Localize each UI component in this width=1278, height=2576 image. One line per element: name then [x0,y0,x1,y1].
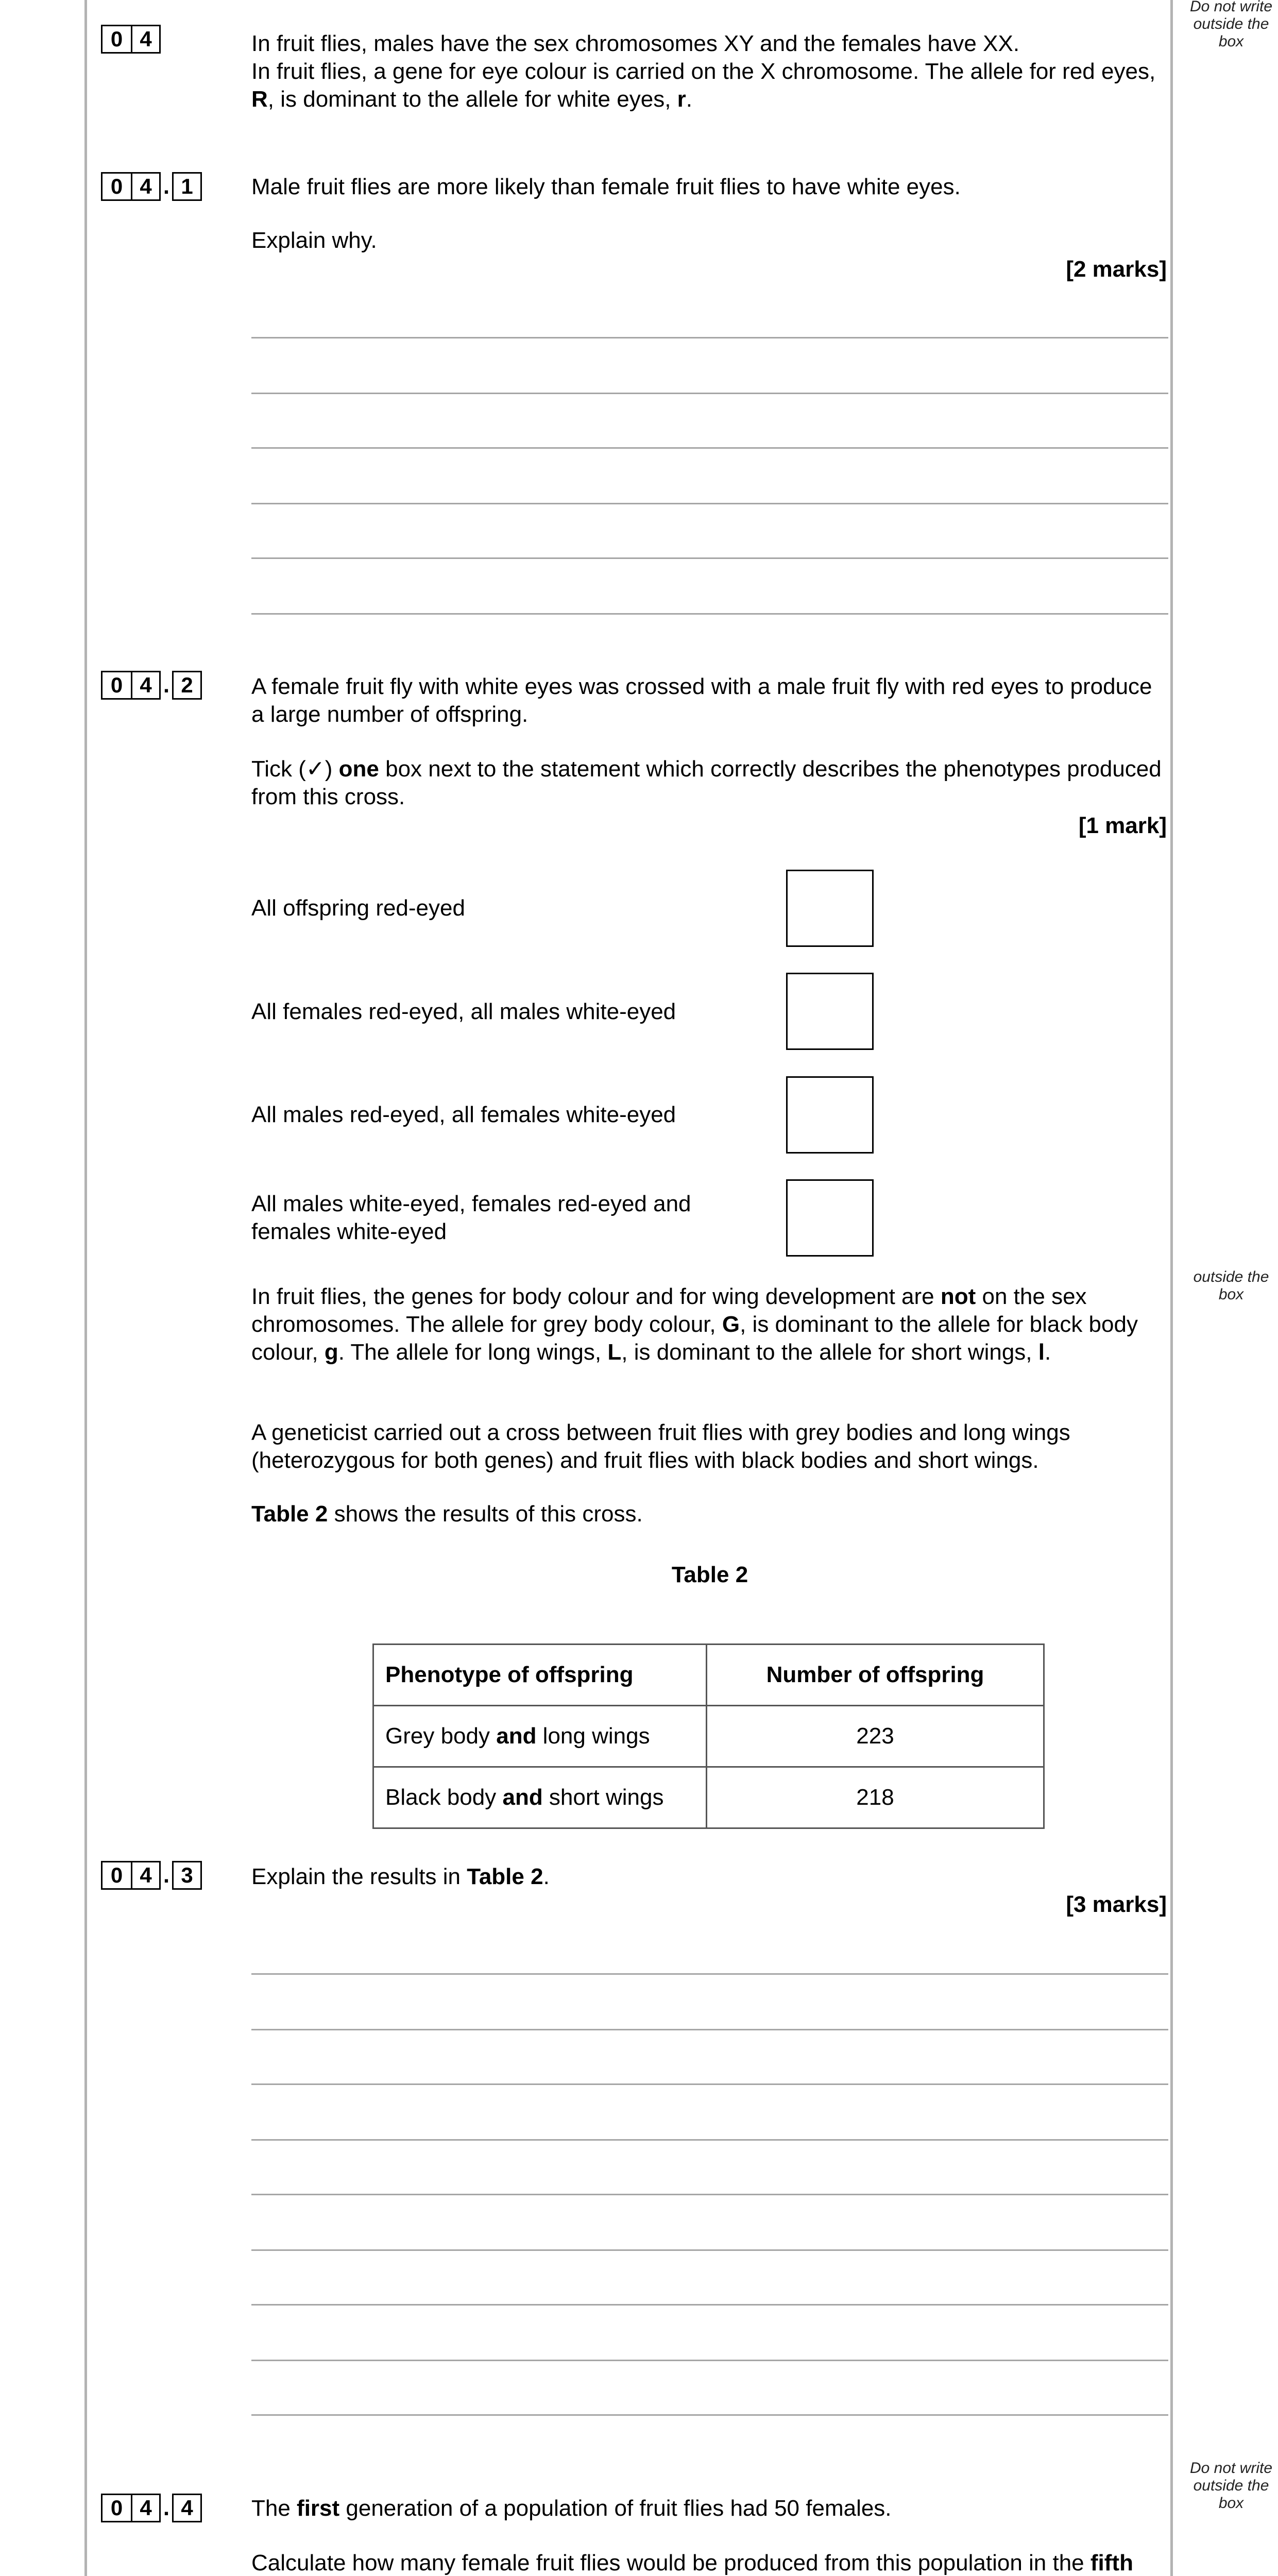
results-table [372,1643,1045,1829]
q041-marks: [2 marks] [1066,257,1167,282]
margin-note-mid: outside the box [1193,1268,1269,1303]
qnum-dot: . [163,174,170,199]
q042-marks: [1 mark] [1078,813,1167,838]
option-label: All offspring red-eyed [251,895,465,921]
answer-line[interactable] [251,447,1168,449]
answer-line[interactable] [251,2194,1168,2195]
table-row [373,1706,1044,1767]
margin-note-lower: Do not write outside the box [1189,2460,1273,2512]
answer-line[interactable] [251,503,1168,504]
table-row [373,1767,1044,1828]
question-number-04 [101,25,161,54]
answer-line[interactable] [251,393,1168,394]
tick-box-option-3[interactable] [786,1076,874,1154]
qnum-digit: 2 [172,671,202,700]
answer-line[interactable] [251,613,1168,615]
q04-intro-line-2: In fruit flies, a gene for eye colour is carried on the X chromosome. The allele for red eyes, R, is dominant to the allele for white eyes, r. [251,59,1156,112]
question-number-04-2 [101,671,202,700]
answer-line[interactable] [251,2249,1168,2251]
q042-question: A female fruit fly with white eyes was crossed with a male fruit fly with red eyes to produce a large number of offspring. [251,674,1152,727]
answer-line[interactable] [251,2139,1168,2141]
margin-note-top: Do not write outside the box [1189,0,1273,50]
tick-box-option-1[interactable] [786,870,874,947]
context-paragraph-1: In fruit flies, the genes for body colour and for wing development are not on the sex chromosomes. The allele for grey body colour, G, is dominant to the allele for black body colour, g. The allele for long wings, L, is dominant to the allele for short wings, l. [251,1284,1138,1365]
answer-line[interactable] [251,557,1168,559]
qnum-digit: 0 [101,172,131,201]
table-cell-phenotype: Grey body and long wings [373,1706,707,1767]
q04-intro-line-1: In fruit flies, males have the sex chromosomes XY and the females have XX. [251,31,1020,56]
context-paragraph-3: Table 2 shows the results of this cross. [251,1501,643,1527]
qnum-digit: 4 [172,2494,202,2522]
tick-box-option-4[interactable] [786,1179,874,1257]
option-label: All males red-eyed, all females white-eyed [251,1102,676,1127]
qnum-digit: 4 [131,671,161,700]
qnum-digit: 1 [172,172,202,201]
table-header-cell: Phenotype of offspring [373,1645,707,1706]
option-label: All females red-eyed, all males white-eyed [251,999,676,1024]
question-number-04-3 [101,1861,202,1890]
q044-paragraph-1: The first generation of a population of fruit flies had 50 females. [251,2496,892,2521]
table-header-cell: Number of offspring [707,1645,1044,1706]
q041-question: Male fruit flies are more likely than female fruit flies to have white eyes. [251,174,961,199]
q041-instruction: Explain why. [251,228,377,253]
qnum-digit: 0 [101,2494,131,2522]
right-margin-line [1170,0,1173,2576]
q044-paragraph-2: Calculate how many female fruit flies would be produced from this population in the fifth [251,2550,1133,2575]
question-number-04-1 [101,172,202,201]
table-cell-phenotype: Black body and short wings [373,1767,707,1828]
q043-marks: [3 marks] [1066,1892,1167,1917]
option-label: All males white-eyed, females red-eyed and females white-eyed [251,1191,691,1244]
answer-line[interactable] [251,2304,1168,2306]
q043-question: Explain the results in Table 2. [251,1864,550,1889]
q042-tick-instruction: Tick (✓) one box next to the statement which correctly describes the phenotypes produced from this cross. [251,756,1162,809]
qnum-digit: 0 [101,671,131,700]
qnum-digit: 4 [131,25,161,54]
qnum-digit: 4 [131,1861,161,1890]
table-title: Table 2 [671,1562,748,1587]
qnum-digit: 3 [172,1861,202,1890]
qnum-dot: . [163,2495,170,2520]
qnum-dot: . [163,672,170,698]
answer-line[interactable] [251,2414,1168,2416]
q04-intro [251,30,1168,113]
answer-line[interactable] [251,1973,1168,1975]
table-cell-count: 218 [707,1767,1044,1828]
qnum-dot: . [163,1862,170,1888]
qnum-digit: 0 [101,1861,131,1890]
left-margin-line [84,0,87,2576]
table-cell-count: 223 [707,1706,1044,1767]
answer-line[interactable] [251,2360,1168,2361]
context-paragraph-2: A geneticist carried out a cross between fruit flies with grey bodies and long wings (heterozygous for both genes) and fruit flies with black bodies and short wings. [251,1420,1070,1473]
answer-line[interactable] [251,2083,1168,2085]
question-number-04-4 [101,2494,202,2522]
tick-box-option-2[interactable] [786,973,874,1050]
qnum-digit: 0 [101,25,131,54]
answer-line[interactable] [251,2029,1168,2030]
table-header-row [373,1645,1044,1706]
qnum-digit: 4 [131,2494,161,2522]
qnum-digit: 4 [131,172,161,201]
answer-line[interactable] [251,337,1168,338]
